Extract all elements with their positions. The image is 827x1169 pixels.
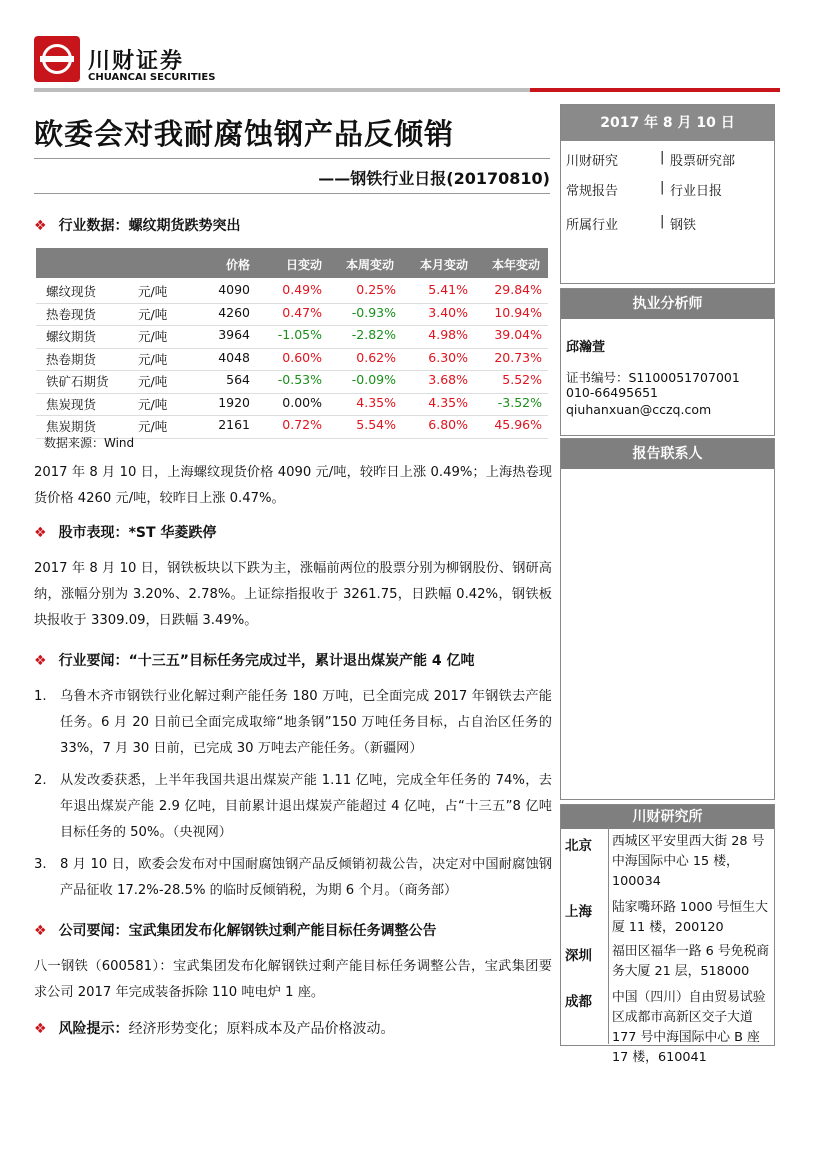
row-unit: 元/吨 [138, 396, 168, 412]
section-title: *ST 华菱跌停 [128, 525, 217, 541]
row-year-change: 29.84% [494, 282, 542, 297]
address-beijing: 西城区平安里西大街 28 号中海国际中心 15 楼，100034 [612, 834, 765, 889]
logo-bar-icon [40, 56, 74, 62]
analyst-heading: 执业分析师 [561, 289, 774, 319]
diamond-bullet-icon: ❖ [34, 525, 47, 541]
analyst-cert: 证书编号：S1100051707001 [566, 370, 740, 385]
meta-sep: | [660, 150, 665, 165]
sidebar-contact-panel [560, 438, 775, 800]
row-price: 2161 [218, 417, 250, 432]
diamond-bullet-icon: ❖ [34, 1021, 47, 1037]
row-year-change: 45.96% [494, 417, 542, 432]
risk-text: 经济形势变化；原料成本及产品价格波动。 [128, 1021, 395, 1037]
report-title: 欧委会对我耐腐蚀钢产品反倾销 [34, 117, 455, 151]
row-product-name: 焦炭期货 [46, 419, 97, 434]
row-price: 564 [226, 372, 250, 387]
section-news [34, 650, 474, 670]
row-product-name: 焦炭现货 [46, 396, 97, 412]
row-unit: 元/吨 [138, 419, 168, 434]
address-chengdu: 中国（四川）自由贸易试验区成都市高新区交子大道 177 号中海国际中心 B 座 17 楼，610041 [612, 990, 766, 1065]
row-month-change: 6.80% [428, 417, 468, 432]
section-label: 公司要闻： [58, 923, 129, 939]
row-month-change: 3.68% [428, 372, 468, 387]
title-divider [34, 158, 550, 159]
report-subtitle: ——钢铁行业日报(20170810) [318, 169, 550, 188]
table-row-divider [36, 348, 548, 349]
row-product-name: 铁矿石期货 [46, 374, 109, 389]
row-week-change: -0.09% [351, 372, 396, 387]
news-item [34, 684, 552, 762]
news-text: 从发改委获悉，上半年我国共退出煤炭产能 1.11 亿吨，完成全年任务的 74%，去年退出煤炭产能 2.9 亿吨，目前累计退出煤炭产能超过 4 亿吨，占“十三五”8 亿吨目标任务的 50%。（央视网） [60, 773, 552, 840]
row-unit: 元/吨 [138, 374, 168, 389]
meta-label-research: 川财研究 [566, 154, 619, 169]
table-row-divider [36, 415, 548, 416]
section-label: 行业数据： [58, 218, 129, 234]
row-year-change: 5.52% [502, 372, 542, 387]
row-price: 1920 [218, 394, 250, 410]
meta-value-dept: 股票研究部 [670, 154, 736, 169]
section-title: 螺纹期货跌势突出 [128, 218, 241, 234]
row-day-change: -0.53% [277, 372, 322, 387]
section-risk [34, 1018, 395, 1038]
row-week-change: -2.82% [351, 327, 396, 342]
address-divider [608, 826, 609, 1044]
news-number: 3. [34, 857, 47, 872]
row-price: 4260 [218, 304, 250, 320]
table-row-divider [36, 325, 548, 326]
row-product-name: 螺纹现货 [46, 284, 97, 299]
row-week-change: -0.93% [351, 304, 396, 320]
row-day-change: -1.05% [277, 327, 322, 342]
city-beijing: 北京 [565, 838, 592, 854]
table-row-divider [36, 393, 548, 394]
th-month: 本月变动 [419, 258, 468, 272]
row-day-change: 0.49% [282, 282, 322, 297]
row-week-change: 0.62% [356, 349, 396, 365]
row-day-change: 0.47% [282, 304, 322, 320]
meta-label-type: 常规报告 [566, 184, 619, 199]
section-label: 股市表现： [58, 525, 129, 541]
row-week-change: 5.54% [356, 417, 396, 432]
contact-heading: 报告联系人 [561, 439, 774, 469]
row-unit: 元/吨 [138, 351, 168, 367]
news-number: 1. [34, 689, 47, 704]
section-company [34, 920, 437, 940]
row-day-change: 0.00% [282, 394, 322, 410]
row-price: 3964 [218, 327, 250, 342]
section-label: 风险提示： [58, 1021, 129, 1037]
row-month-change: 5.41% [428, 282, 468, 297]
row-year-change: 10.94% [494, 304, 542, 320]
analyst-phone: 010-66495651 [566, 385, 658, 400]
meta-value-industry: 钢铁 [670, 218, 697, 233]
row-product-name: 螺纹期货 [46, 329, 97, 344]
diamond-bullet-icon: ❖ [34, 923, 47, 939]
row-product-name: 热卷现货 [46, 306, 97, 322]
row-month-change: 4.98% [428, 327, 468, 342]
row-unit: 元/吨 [138, 329, 168, 344]
header-rule-red [530, 88, 780, 92]
subtitle-divider [34, 193, 550, 194]
section-label: 行业要闻： [58, 653, 129, 669]
table-source: 数据来源：Wind [44, 436, 135, 450]
row-year-change: 20.73% [494, 349, 542, 365]
section-industry-data [34, 215, 241, 235]
meta-sep: | [660, 214, 665, 229]
news-number: 2. [34, 773, 47, 788]
th-day: 日变动 [285, 258, 322, 272]
row-unit: 元/吨 [138, 284, 168, 299]
brand-name-cn: 川财证券 [88, 49, 185, 74]
row-price: 4048 [218, 349, 250, 365]
report-date: 2017 年 8 月 10 日 [561, 105, 774, 141]
th-week: 本周变动 [345, 258, 394, 272]
news-item [34, 852, 552, 904]
row-day-change: 0.72% [282, 417, 322, 432]
row-week-change: 0.25% [356, 282, 396, 297]
brand-name-en: CHUANCAI SECURITIES [88, 72, 216, 83]
th-year: 本年变动 [491, 258, 540, 272]
city-chengdu: 成都 [565, 994, 592, 1010]
city-shenzhen: 深圳 [565, 948, 592, 964]
news-item [34, 768, 552, 846]
table-row-divider [36, 303, 548, 304]
address-shanghai: 陆家嘴环路 1000 号恒生大厦 11 楼，200120 [612, 900, 768, 935]
row-unit: 元/吨 [138, 306, 168, 322]
analyst-email[interactable]: qiuhanxuan@cczq.com [566, 402, 712, 417]
row-month-change: 6.30% [428, 349, 468, 365]
meta-label-industry: 所属行业 [566, 218, 619, 233]
row-day-change: 0.60% [282, 349, 322, 365]
address-shenzhen: 福田区福华一路 6 号免税商务大厦 21 层，518000 [612, 944, 770, 979]
section-title: “十三五”目标任务完成过半，累计退出煤炭产能 4 亿吨 [128, 653, 475, 669]
header-rule-gray [34, 88, 530, 92]
row-year-change: 39.04% [494, 327, 542, 342]
city-shanghai: 上海 [565, 904, 592, 920]
company-summary: 八一钢铁（600581）：宝武集团发布化解钢铁过剩产能目标任务调整公告，宝武集团要求公司 2017 年完成装备拆除 110 吨电炉 1 座。 [34, 959, 552, 1000]
diamond-bullet-icon: ❖ [34, 653, 47, 669]
section-title: 宝武集团发布化解钢铁过剩产能目标任务调整公告 [128, 923, 437, 939]
meta-sep: | [660, 180, 665, 195]
news-text: 乌鲁木齐市钢铁行业化解过剩产能任务 180 万吨，已全面完成 2017 年钢铁去产能任务。6 月 20 日前已全面完成取缔“地条钢”150 万吨任务目标，占自治区任务的 33%，7 月 30 日前，已完成 30 万吨去产能任务。（新疆网） [60, 689, 552, 756]
row-year-change: -3.52% [497, 394, 542, 410]
table-row-divider [36, 370, 548, 371]
row-month-change: 4.35% [428, 394, 468, 410]
institute-heading: 川财研究所 [561, 805, 774, 829]
price-summary: 2017 年 8 月 10 日，上海螺纹现货价格 4090 元/吨，较昨日上涨 0.49%；上海热卷现货价格 4260 元/吨，较昨日上涨 0.47%。 [34, 465, 552, 506]
meta-value-type: 行业日报 [670, 184, 723, 199]
th-price: 价格 [225, 258, 250, 272]
row-price: 4090 [218, 282, 250, 297]
stock-summary: 2017 年 8 月 10 日，钢铁板块以下跌为主，涨幅前两位的股票分别为柳钢股份、钢研高纳，涨幅分别为 3.20%、2.78%。上证综指报收于 3261.75，日跌幅 0.42%，钢铁板块报收于 3309.09，日跌幅 3.49%。 [34, 561, 552, 628]
row-week-change: 4.35% [356, 394, 396, 410]
row-product-name: 热卷期货 [46, 351, 97, 367]
section-stock [34, 522, 216, 542]
diamond-bullet-icon: ❖ [34, 218, 47, 234]
analyst-name: 邱瀚萱 [566, 340, 606, 355]
news-text: 8 月 10 日，欧委会发布对中国耐腐蚀钢产品反倾销初裁公告，决定对中国耐腐蚀钢产品征收 17.2%-28.5% 的临时反倾销税，为期 6 个月。（商务部） [60, 857, 552, 898]
row-month-change: 3.40% [428, 304, 468, 320]
